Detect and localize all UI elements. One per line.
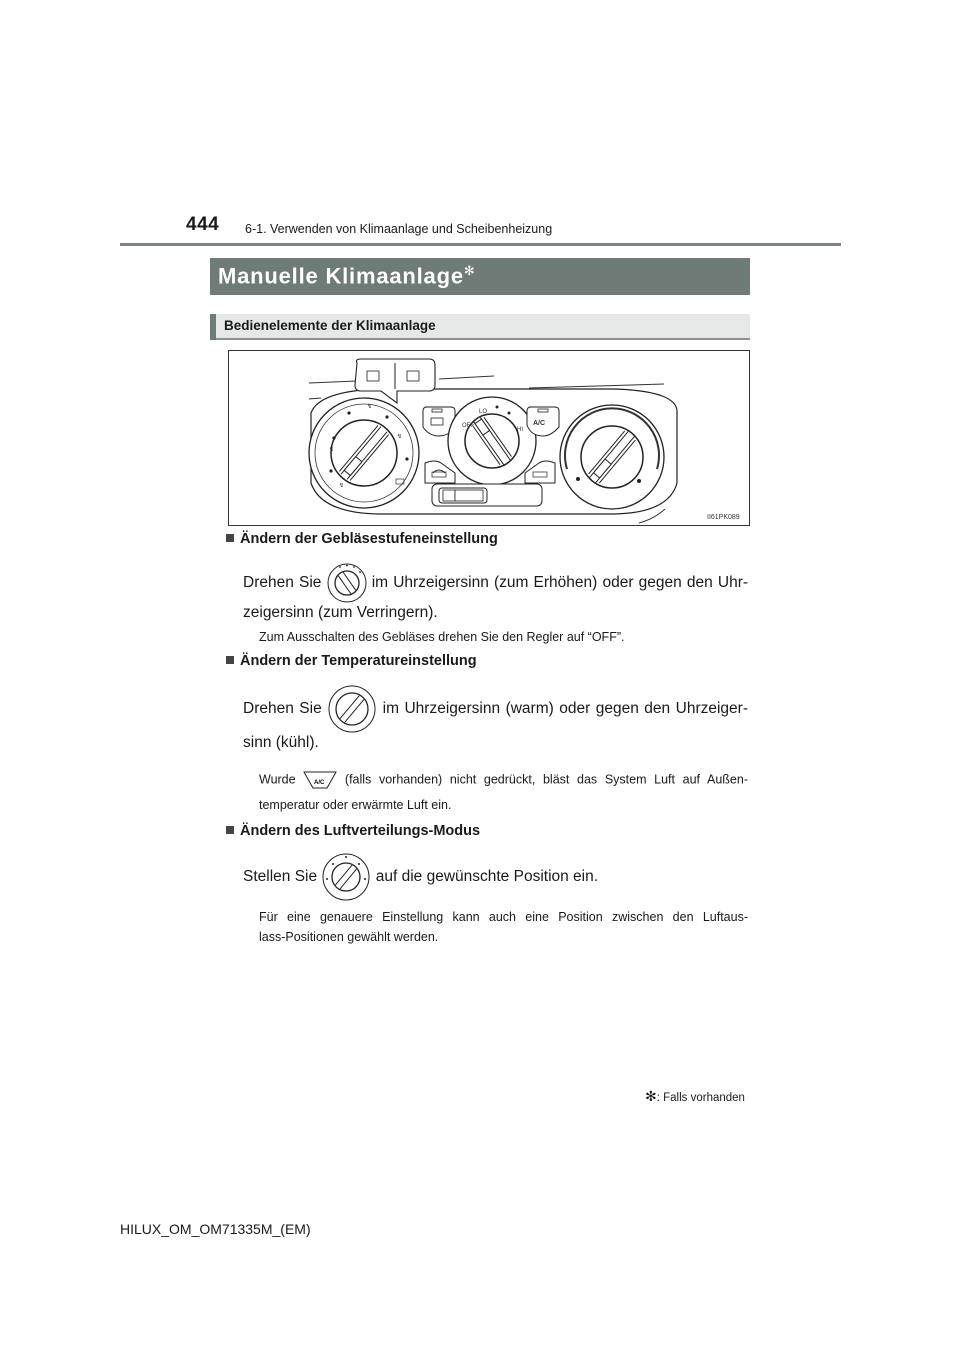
fan-instruction-line2: zeigersinn (zum Verringern). — [243, 604, 438, 621]
mode-knob-icon — [321, 852, 371, 902]
ac-button-icon — [303, 770, 337, 790]
control-panel-drawing — [229, 351, 749, 525]
ac-button — [527, 407, 559, 436]
button-callout — [355, 359, 435, 403]
mode-dial — [309, 398, 419, 508]
page-number: 444 — [186, 214, 220, 235]
fan-note: Zum Ausschalten des Gebläses drehen Sie den Regler auf “OFF”. — [259, 630, 625, 644]
fan-off-mark: OFF — [462, 423, 474, 429]
figure-code: II61PK089 — [707, 514, 740, 521]
bullet-square-icon — [226, 826, 234, 834]
temperature-instruction-line1: Drehen Sie im Uhrzeigersinn (warm) oder gegen den Uhrzeiger- — [243, 684, 748, 734]
section-breadcrumb: 6-1. Verwenden von Klimaanlage und Scheibenheizung — [245, 222, 553, 236]
subsection-title: Bedienelemente der Klimaanlage — [224, 318, 436, 333]
airflow-instruction-line1: Stellen Sie auf die gewünschte Position ein. — [243, 852, 598, 902]
bullet-square-icon — [226, 656, 234, 664]
document-code: HILUX_OM_OM71335M_(EM) — [120, 1221, 311, 1237]
fan-hi-mark: HI — [517, 427, 523, 433]
control-panel-illustration — [228, 350, 750, 526]
asterisk-icon: ✻ — [463, 263, 476, 278]
fan-section-heading: Ändern der Gebläsestufeneinstellung — [226, 531, 498, 547]
temperature-knob-icon — [327, 684, 377, 734]
fan-knob-icon — [327, 563, 367, 603]
fan-lo-mark: LO — [479, 409, 488, 415]
outside-air-button — [425, 461, 455, 483]
fan-instruction-line1: Drehen Sie im Uhrzeigersinn (zum Erhöhen) oder gegen den Uhr- — [243, 563, 748, 603]
bullet-square-icon — [226, 534, 234, 542]
temperature-dial — [560, 405, 664, 509]
temperature-instruction-line2: sinn (kühl). — [243, 734, 319, 751]
page-title-bar — [210, 258, 750, 295]
asterisk-icon: ✻ — [645, 1088, 657, 1104]
svg-text:↯: ↯ — [397, 434, 403, 440]
airflow-section-heading: Ändern des Luftverteilungs-Modus — [226, 823, 480, 839]
temperature-note-line2: temperatur oder erwärmte Luft ein. — [259, 798, 452, 812]
subsection-bar — [210, 314, 750, 340]
svg-text:A/C: A/C — [314, 780, 325, 786]
page-title: Manuelle Klimaanlage✻ — [218, 263, 476, 289]
ac-label: A/C — [533, 420, 546, 427]
svg-text:↯: ↯ — [329, 447, 335, 453]
recirculation-switch — [432, 484, 542, 506]
subsection-accent — [210, 314, 216, 340]
temperature-section-heading: Ändern der Temperatureinstellung — [226, 653, 477, 669]
temperature-note-line1: Wurde A/C (falls vorhanden) nicht gedrückt, bläst das System Luft auf Außen- — [259, 770, 748, 790]
svg-text:↯: ↯ — [367, 404, 373, 410]
svg-text:↯: ↯ — [339, 483, 345, 489]
airflow-note-line2: lass-Positionen gewählt werden. — [259, 930, 439, 944]
header-divider — [120, 243, 841, 246]
airflow-note-line1: Für eine genauere Einstellung kann auch eine Position zwischen den Luftaus- — [259, 910, 748, 924]
footnote: ✻: Falls vorhanden — [645, 1088, 745, 1104]
fan-speed-dial — [448, 397, 536, 485]
